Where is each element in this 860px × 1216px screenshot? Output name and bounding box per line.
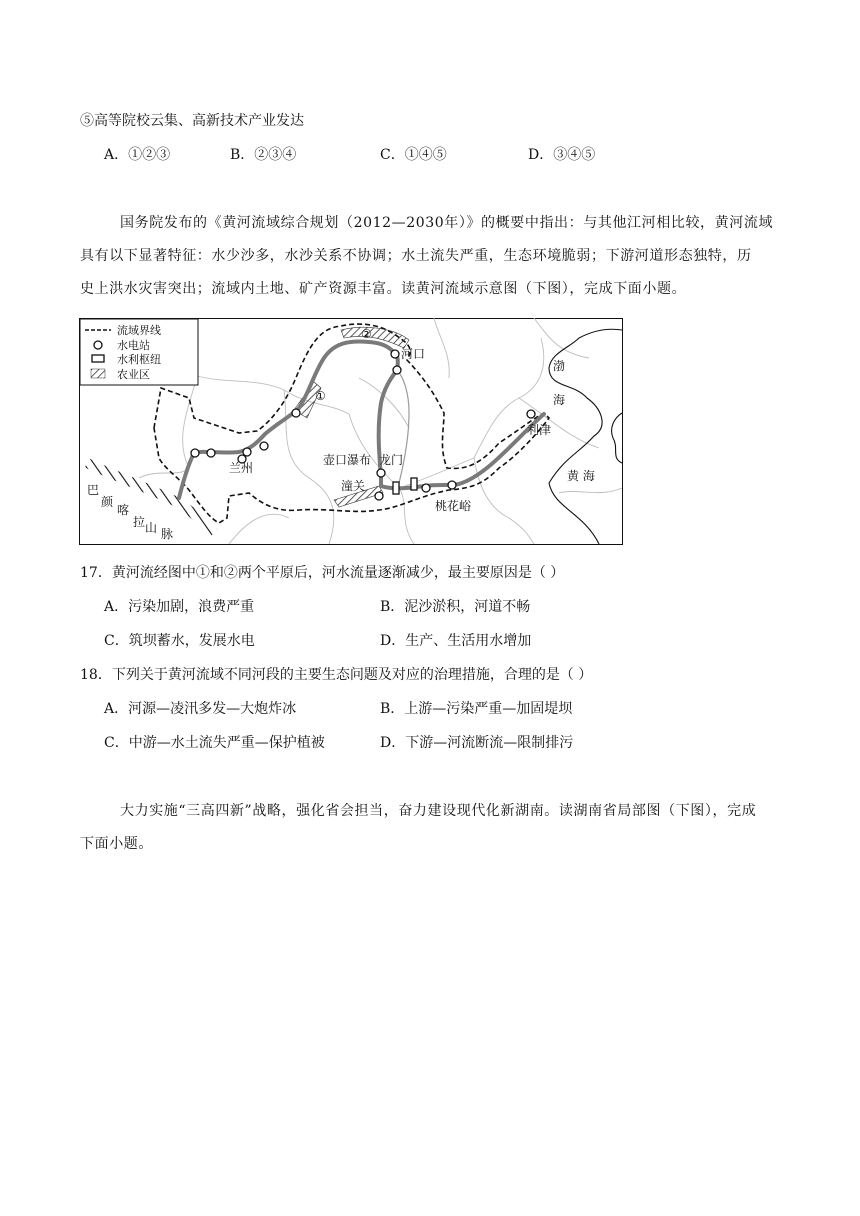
label-bayan-6: 脉 — [161, 527, 174, 541]
label-bohai-2: 海 — [553, 393, 566, 407]
label-mark-2: ② — [361, 327, 372, 341]
label-huanghai: 黄 海 — [567, 469, 595, 483]
option-a: A．①②③ — [104, 147, 171, 163]
label-lijin: 利津 — [527, 423, 552, 437]
passage-yellow-river — [80, 207, 780, 306]
passage-line: 大力实施“三高四新”战略，强化省会担当，奋力建设现代化新湖南。读湖南省局部图（下图），完成 — [120, 803, 757, 819]
q17-option-c: C．筑坝蓄水，发展水电 — [104, 633, 255, 649]
option-b: B．②③④ — [230, 147, 297, 163]
label-hukou: 壶口瀑布 — [323, 453, 372, 467]
label-lanzhou: 兰州 — [229, 461, 254, 475]
label-hekou: 河口 — [401, 347, 426, 361]
q17-option-a: A．污染加剧，浪费严重 — [104, 599, 255, 615]
label-tongguan: 潼关 — [341, 479, 366, 493]
legend — [80, 319, 198, 385]
label-bayan-2: 颜 — [101, 495, 114, 509]
q17-option-d: D．生产、生活用水增加 — [380, 633, 532, 649]
question-17-stem: 17．黄河流经图中①和②两个平原后，河水流量逐渐减少，最主要原因是（ ） — [80, 565, 565, 581]
option-d: D．③④⑤ — [528, 147, 596, 163]
legend-water-hub: 水利枢纽 — [117, 353, 161, 366]
legend-farm: 农业区 — [117, 368, 150, 381]
question-18-stem: 18．下列关于黄河流域不同河段的主要生态问题及对应的治理措施，合理的是（ ） — [80, 667, 593, 683]
passage-line: 下面小题。 — [80, 836, 153, 852]
option-c: C．①④⑤ — [380, 147, 447, 163]
q18-option-d: D．下游—河流断流—限制排污 — [380, 735, 574, 751]
label-bohai-1: 渤 — [553, 359, 566, 373]
yellow-river-basin-map — [79, 318, 623, 545]
legend-boundary: 流域界线 — [117, 324, 161, 337]
passage-line: 具有以下显著特征：水少沙多，水沙关系不协调；水土流失严重，生态环境脆弱；下游河道形态独特，历 — [80, 248, 752, 264]
label-bayan-1: 巴 — [87, 483, 100, 497]
label-taohuayu: 桃花峪 — [435, 499, 472, 513]
passage-line: 国务院发布的《黄河流域综合规划（2012—2030年）》的概要中指出：与其他江河相比较，黄河流域 — [120, 215, 774, 231]
q18-option-a: A．河源—凌汛多发—大炮炸冰 — [104, 701, 297, 717]
label-bayan-3: 喀 — [117, 503, 130, 517]
question-item-5: ⑤高等院校云集、高新技术产业发达 — [80, 113, 304, 129]
passage-line: 史上洪水灾害突出；流域内土地、矿产资源丰富。读黄河流域示意图（下图），完成下面小题。 — [80, 281, 687, 297]
label-longmen: 龙门 — [379, 453, 404, 467]
label-bayan-5: 山 — [145, 521, 158, 535]
q18-option-c: C．中游—水土流失严重—保护植被 — [104, 735, 325, 751]
q17-option-b: B．泥沙淤积，河道不畅 — [380, 599, 531, 615]
label-bayan-4: 拉 — [133, 515, 146, 529]
legend-hydro: 水电站 — [117, 339, 150, 352]
label-mark-1: ① — [315, 389, 326, 403]
q18-option-b: B．上游—污染严重—加固堤坝 — [380, 701, 573, 717]
passage-hunan — [80, 795, 780, 861]
